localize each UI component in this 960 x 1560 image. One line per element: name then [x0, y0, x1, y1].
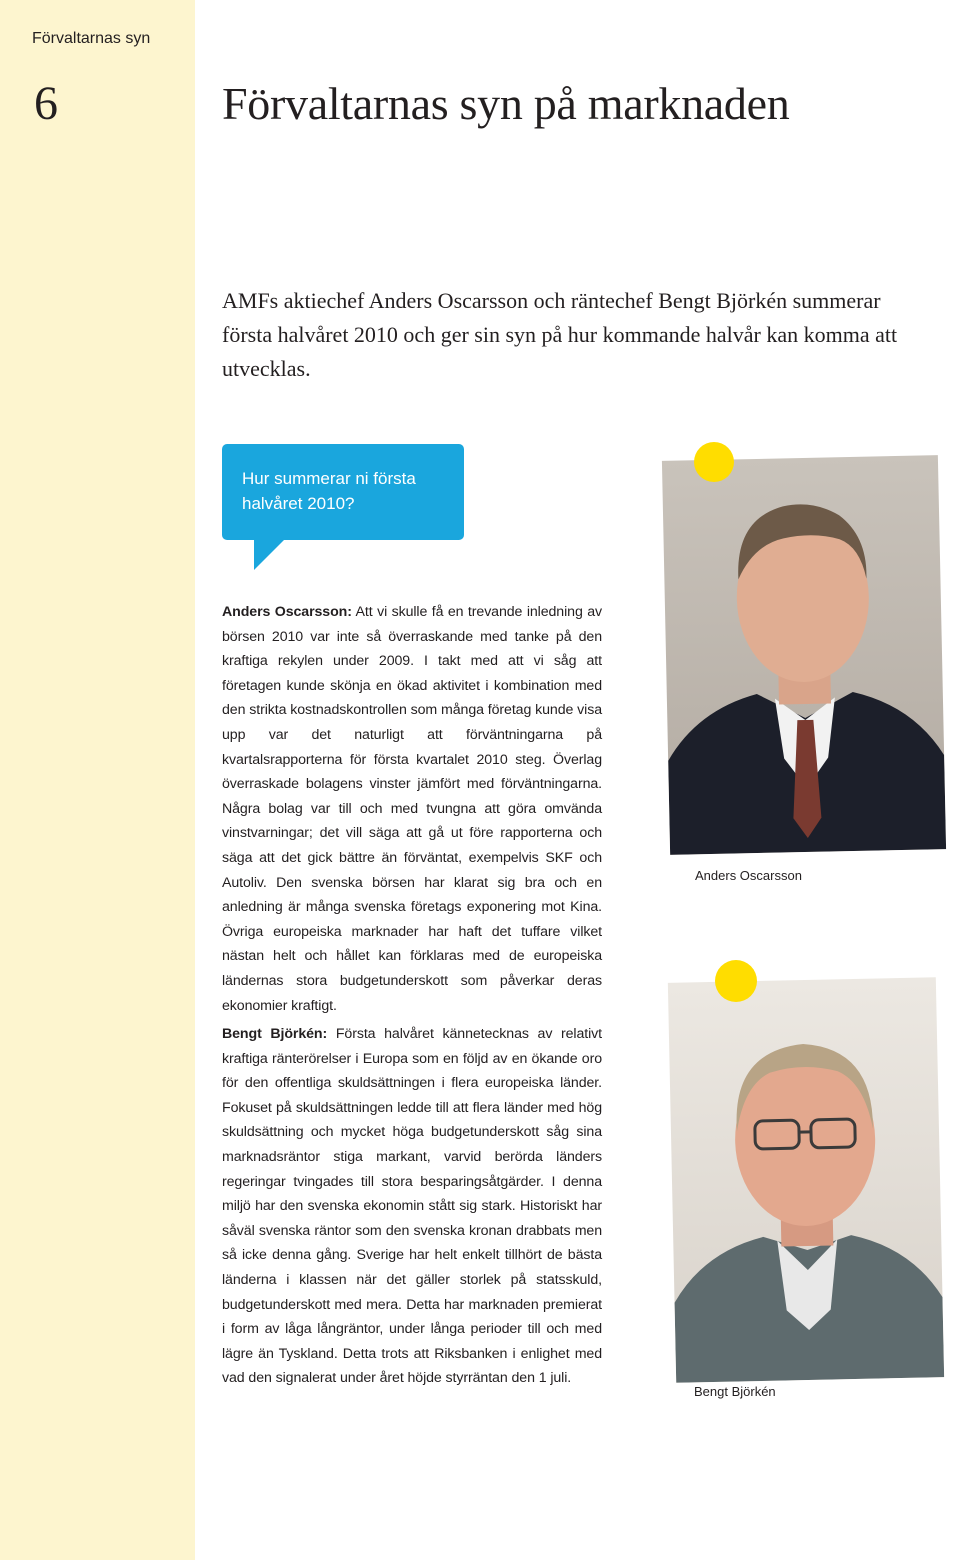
answer-speaker: Anders Oscarsson: — [222, 604, 352, 620]
page-title: Förvaltarnas syn på marknaden — [222, 78, 790, 129]
answer-speaker: Bengt Björkén: — [222, 1026, 328, 1042]
section-label: Förvaltarnas syn — [32, 30, 151, 47]
question-bubble — [222, 444, 464, 540]
answer-text: Första halvåret kännetecknas av relativt kraftiga ränterörelser i Europa som en följd av en ökande oro för den offentliga skuldsättningen i flera europeiska länder. Fokuset på skuldsättningen ledde till att flera länder med hög skuldsättning och mycket höga budgetunderskott såg sina marknadsräntor stiga markant, varvid berörda länders regeringar tvingades till stora besparingsåtgärder. I denna miljö har den svenska ekonomin stått sig stark. Historiskt har såväl svenska räntor som den svenska kronan drabbats men så icke denna gång. Sverige har helt enkelt tillhört de bästa länderna i klassen när det gäller storlek på statsskuld, budgetunderskott med mera. Detta har marknaden premierat i form av låga långräntor, under långa perioder till och med lägre än Tyskland. Detta trots att Riksbanken i enlighet med vad den signalerat under året höjde styrräntan den 1 juli. — [222, 1026, 602, 1387]
sidebar-band — [0, 0, 195, 1560]
yellow-dot — [694, 442, 734, 482]
photo-caption: Anders Oscarsson — [695, 868, 802, 883]
intro-text: AMFs aktiechef Anders Oscarsson och räntechef Bengt Björkén summerar första halvåret 2010 och ger sin syn på hur kommande halvår kan komma att utvecklas. — [222, 288, 898, 381]
portrait-photo-bengt-bjorken — [668, 977, 944, 1383]
portrait-photo-anders-oscarsson — [662, 455, 946, 855]
page-number: 6 — [34, 77, 58, 130]
answer-paragraph-2 — [222, 1022, 602, 1391]
photo-caption: Bengt Björkén — [694, 1384, 776, 1399]
answer-text: Att vi skulle få en trevande inledning av börsen 2010 var inte så överraskande med tanke på den kraftiga rekylen under 2009. I takt med att vi såg att företagen kunde skönja en ökad aktivitet i kombination med den strikta kostnadskontrollen som många företag kunde visa upp var det naturligt att förväntningarna på kvartalsrapporterna för första kvartalet 2010 steg. Överlag överraskade bolagens vinster jämfört med förväntningarna. Några bolag var till och med tvungna att göra omvända vinstvarningar; det vill säga att gå ut före rapporterna och säga att det gick bättre än förväntat, exempelvis SKF och Autoliv. Den svenska börsen har klarat sig bra och en anledning är många svenska företags exponering mot Kina. Övriga europeiska marknader har haft det tuffare vilket nästan helt och hållet kan förklaras med de europeiska ländernas stora budgetunderskott som påverkar deras ekonomier kraftigt. — [222, 604, 602, 1014]
portrait-illustration — [668, 977, 944, 1383]
question-text: Hur summerar ni första halvåret 2010? — [242, 469, 416, 513]
yellow-dot — [715, 960, 757, 1002]
answer-paragraph-1 — [222, 600, 602, 1018]
portrait-illustration — [662, 455, 946, 855]
